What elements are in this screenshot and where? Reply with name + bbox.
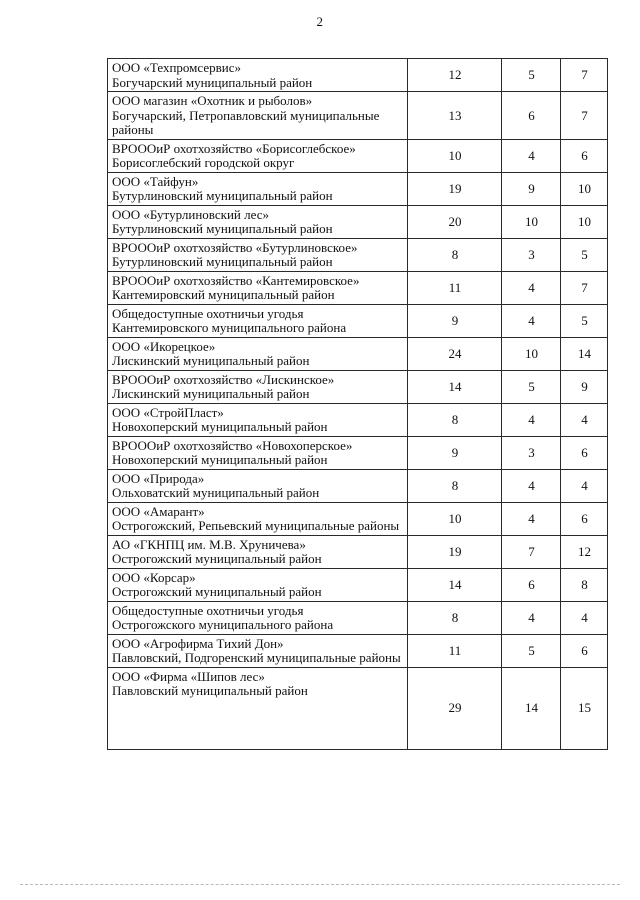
organization-name: ВРОООиР охотхозяйство «Бутурлиновское» xyxy=(112,239,358,255)
district-name: Кантемировского муниципального района xyxy=(112,320,347,335)
hunting-ground-cell xyxy=(108,172,408,205)
hunting-ground-cell xyxy=(108,502,408,535)
count-column-3: 7 xyxy=(561,92,608,140)
organization-name: ООО «Природа» xyxy=(112,470,205,486)
district-name: Богучарский, Петропавловский муниципальные районы xyxy=(112,107,380,137)
district-name: Кантемировский муниципальный район xyxy=(112,287,335,302)
organization-name: ООО «Фирма «Шипов лес» xyxy=(112,668,265,684)
table-row xyxy=(108,568,608,601)
hunting-ground-cell xyxy=(108,92,408,140)
table-row xyxy=(108,205,608,238)
total-count: 13 xyxy=(408,92,502,140)
count-column-3: 4 xyxy=(561,469,608,502)
table-row xyxy=(108,304,608,337)
district-name: Павловский муниципальный район xyxy=(112,683,308,698)
count-column-2: 14 xyxy=(502,667,561,749)
count-column-3: 9 xyxy=(561,370,608,403)
count-column-3: 5 xyxy=(561,238,608,271)
hunting-ground-cell xyxy=(108,370,408,403)
hunting-ground-cell xyxy=(108,535,408,568)
table-row xyxy=(108,634,608,667)
table-row xyxy=(108,403,608,436)
total-count: 14 xyxy=(408,568,502,601)
count-column-3: 6 xyxy=(561,436,608,469)
hunting-ground-cell xyxy=(108,667,408,749)
organization-name: ООО «Бутурлиновский лес» xyxy=(112,206,269,222)
page-number: 2 xyxy=(316,14,324,29)
count-column-3: 8 xyxy=(561,568,608,601)
count-column-2: 10 xyxy=(502,337,561,370)
organization-name: ООО «Агрофирма Тихий Дон» xyxy=(112,635,284,651)
count-column-3: 10 xyxy=(561,205,608,238)
district-name: Лискинский муниципальный район xyxy=(112,353,310,368)
table-row xyxy=(108,601,608,634)
organization-name: Общедоступные охотничьи угодья xyxy=(112,305,304,321)
count-column-3: 7 xyxy=(561,271,608,304)
count-column-2: 4 xyxy=(502,502,561,535)
total-count: 9 xyxy=(408,304,502,337)
count-column-2: 5 xyxy=(502,59,561,92)
district-name: Ольховатский муниципальный район xyxy=(112,485,320,500)
table-row xyxy=(108,370,608,403)
total-count: 14 xyxy=(408,370,502,403)
count-column-3: 6 xyxy=(561,139,608,172)
scan-edge-line xyxy=(20,884,620,885)
hunting-ground-cell xyxy=(108,337,408,370)
total-count: 11 xyxy=(408,271,502,304)
count-column-2: 5 xyxy=(502,634,561,667)
organization-name: ООО магазин «Охотник и рыболов» xyxy=(112,93,313,108)
total-count: 8 xyxy=(408,403,502,436)
count-column-2: 4 xyxy=(502,469,561,502)
count-column-2: 3 xyxy=(502,238,561,271)
hunting-ground-cell xyxy=(108,271,408,304)
district-name: Бутурлиновский муниципальный район xyxy=(112,221,333,236)
organization-name: ООО «Икорецкое» xyxy=(112,338,216,354)
total-count: 11 xyxy=(408,634,502,667)
district-name: Острогожского муниципального района xyxy=(112,617,334,632)
district-name: Борисоглебский городской округ xyxy=(112,155,295,170)
hunting-ground-cell xyxy=(108,403,408,436)
organization-name: ВРОООиР охотхозяйство «Лискинское» xyxy=(112,371,335,387)
count-column-2: 7 xyxy=(502,535,561,568)
count-column-2: 4 xyxy=(502,139,561,172)
total-count: 24 xyxy=(408,337,502,370)
table-row xyxy=(108,59,608,92)
count-column-3: 6 xyxy=(561,634,608,667)
count-column-3: 5 xyxy=(561,304,608,337)
count-column-3: 10 xyxy=(561,172,608,205)
district-name: Острогожский муниципальный район xyxy=(112,584,322,599)
count-column-2: 6 xyxy=(502,568,561,601)
count-column-2: 4 xyxy=(502,271,561,304)
total-count: 29 xyxy=(408,667,502,749)
organization-name: ООО «Техпромсервис» xyxy=(112,60,241,75)
organization-name: Общедоступные охотничьи угодья xyxy=(112,602,304,618)
district-name: Богучарский муниципальный район xyxy=(112,74,313,90)
total-count: 10 xyxy=(408,502,502,535)
total-count: 9 xyxy=(408,436,502,469)
hunting-grounds-table xyxy=(107,58,608,750)
district-name: Острогожский муниципальный район xyxy=(112,551,322,566)
table-row xyxy=(108,502,608,535)
count-column-2: 10 xyxy=(502,205,561,238)
hunting-ground-cell xyxy=(108,568,408,601)
district-name: Новохоперский муниципальный район xyxy=(112,419,328,434)
count-column-2: 9 xyxy=(502,172,561,205)
district-name: Бутурлиновский муниципальный район xyxy=(112,188,333,203)
organization-name: АО «ГКНПЦ им. М.В. Хруничева» xyxy=(112,536,306,552)
total-count: 19 xyxy=(408,535,502,568)
count-column-2: 6 xyxy=(502,92,561,140)
district-name: Павловский, Подгоренский муниципальные районы xyxy=(112,650,401,665)
count-column-3: 4 xyxy=(561,601,608,634)
count-column-3: 12 xyxy=(561,535,608,568)
total-count: 8 xyxy=(408,238,502,271)
organization-name: ООО «Тайфун» xyxy=(112,173,199,189)
hunting-ground-cell xyxy=(108,601,408,634)
table-row xyxy=(108,271,608,304)
organization-name: ВРОООиР охотхозяйство «Новохоперское» xyxy=(112,437,353,453)
hunting-ground-cell xyxy=(108,59,408,92)
table-row xyxy=(108,436,608,469)
table-row xyxy=(108,535,608,568)
count-column-3: 4 xyxy=(561,403,608,436)
table-row xyxy=(108,337,608,370)
count-column-2: 4 xyxy=(502,403,561,436)
hunting-ground-cell xyxy=(108,469,408,502)
count-column-2: 4 xyxy=(502,601,561,634)
organization-name: ООО «Корсар» xyxy=(112,569,196,585)
table-row xyxy=(108,92,608,140)
count-column-3: 14 xyxy=(561,337,608,370)
organization-name: ООО «Амарант» xyxy=(112,503,205,519)
district-name: Бутурлиновский муниципальный район xyxy=(112,254,333,269)
hunting-ground-cell xyxy=(108,634,408,667)
total-count: 8 xyxy=(408,601,502,634)
total-count: 8 xyxy=(408,469,502,502)
count-column-2: 3 xyxy=(502,436,561,469)
table-row xyxy=(108,469,608,502)
hunting-ground-cell xyxy=(108,205,408,238)
total-count: 20 xyxy=(408,205,502,238)
district-name: Лискинский муниципальный район xyxy=(112,386,310,401)
hunting-ground-cell xyxy=(108,139,408,172)
total-count: 10 xyxy=(408,139,502,172)
table-row xyxy=(108,172,608,205)
hunting-ground-cell xyxy=(108,238,408,271)
count-column-2: 4 xyxy=(502,304,561,337)
district-name: Новохоперский муниципальный район xyxy=(112,452,328,467)
organization-name: ВРОООиР охотхозяйство «Борисоглебское» xyxy=(112,140,356,156)
organization-name: ВРОООиР охотхозяйство «Кантемировское» xyxy=(112,272,360,288)
count-column-3: 7 xyxy=(561,59,608,92)
table-row xyxy=(108,139,608,172)
hunting-ground-cell xyxy=(108,304,408,337)
organization-name: ООО «СтройПласт» xyxy=(112,404,224,420)
count-column-2: 5 xyxy=(502,370,561,403)
district-name: Острогожский, Репьевский муниципальные районы xyxy=(112,518,400,533)
count-column-3: 15 xyxy=(561,667,608,749)
table-row xyxy=(108,667,608,749)
total-count: 12 xyxy=(408,59,502,92)
table-row xyxy=(108,238,608,271)
total-count: 19 xyxy=(408,172,502,205)
hunting-ground-cell xyxy=(108,436,408,469)
count-column-3: 6 xyxy=(561,502,608,535)
